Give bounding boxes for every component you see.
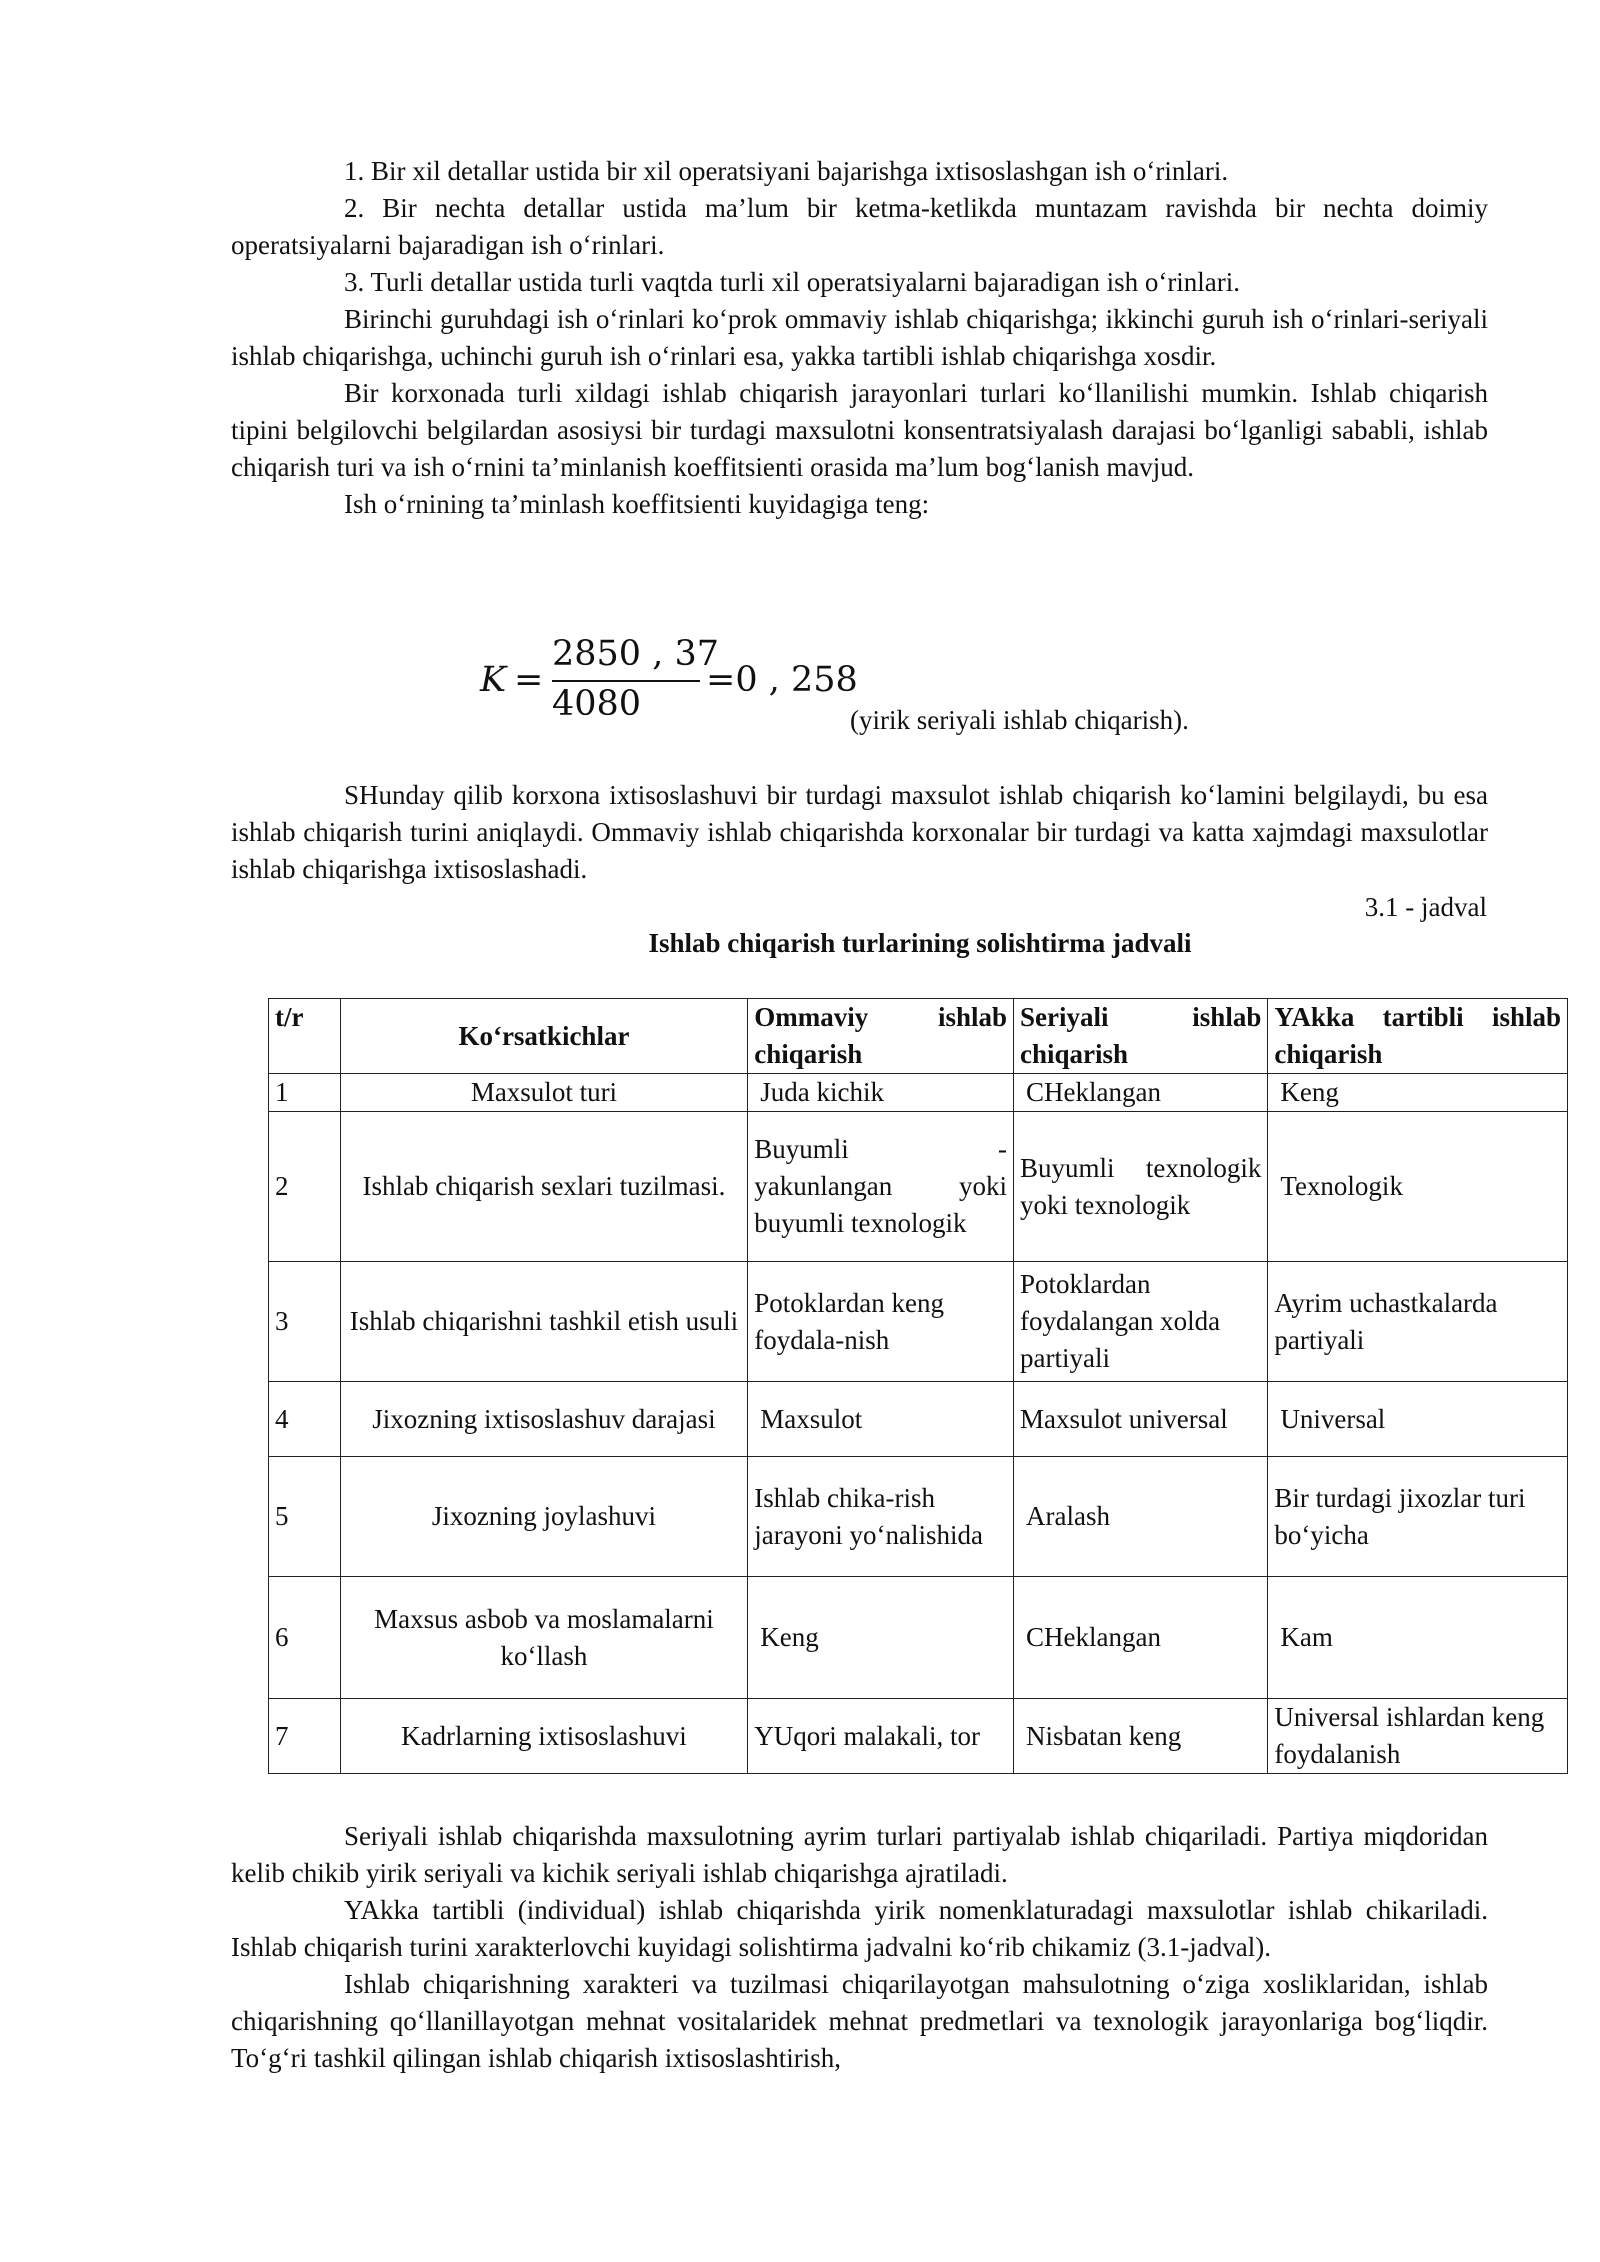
table-row: [269, 1457, 1568, 1577]
middle-text-block: [231, 777, 1488, 888]
paragraph-specialization: SHunday qilib korxona ixtisoslashuvi bir turdagi maxsulot ishlab chiqarish ko‘lamini belgilaydi, bu esa ishlab chiqarish turini aniqlaydi. Ommaviy ishlab chiqarishda korxonalar bir turdagi va katta xajmdagi maxsulotlar ishlab chiqarishga ixtisoslashadi.: [231, 780, 1488, 884]
formula-equals: =: [514, 660, 544, 700]
cell-mass: Maxsulot: [748, 1382, 1014, 1457]
cell-single: Ayrim uchastkalarda partiyali: [1268, 1262, 1568, 1382]
cell-number: 3: [269, 1262, 341, 1382]
cell-single: Texnologik: [1268, 1112, 1568, 1262]
header-number: t/r: [269, 999, 341, 1074]
cell-number: 7: [269, 1699, 341, 1774]
cell-number: 4: [269, 1382, 341, 1457]
table-row: [269, 1577, 1568, 1699]
table-row: [269, 1074, 1568, 1112]
cell-number: 5: [269, 1457, 341, 1577]
top-text-block: [231, 153, 1488, 523]
cell-serial: CHeklangan: [1013, 1074, 1267, 1112]
cell-mass: Buyumli - yakunlangan yoki buyumli texnologik: [748, 1112, 1014, 1262]
fraction-bar: [552, 680, 700, 682]
cell-serial: Buyumli texnologik yoki texnologik: [1013, 1112, 1267, 1262]
cell-mass: Ishlab chika-rish jarayoni yo‘nalishida: [748, 1457, 1014, 1577]
cell-mass: Keng: [748, 1577, 1014, 1699]
paragraph-coefficient-intro: Ish o‘rnining ta’minlash koeffitsienti kuyidagiga teng:: [344, 489, 930, 519]
cell-number: 2: [269, 1112, 341, 1262]
header-single: YAkka tartibli ishlab chiqarish: [1268, 999, 1568, 1074]
paragraph-character: Ishlab chiqarishning xarakteri va tuzilmasi chiqarilayotgan mahsulotning o‘ziga xosliklaridan, ishlab chiqarishning qo‘llanillayotgan mehnat vositalaridek mehnat predmetlari va texnologik jarayonlariga bog‘liqdir. To‘g‘ri tashkil qilingan ishlab chiqarish ixtisoslashtirish,: [231, 1969, 1488, 2073]
table-label: 3.1 - jadval: [1364, 892, 1487, 922]
cell-indicator: Ishlab chiqarishni tashkil etish usuli: [340, 1262, 748, 1382]
cell-serial: Aralash: [1013, 1457, 1267, 1577]
header-mass: Ommaviy ishlab chiqarish: [748, 999, 1014, 1074]
table-row: [269, 1262, 1568, 1382]
list-item-3: 3. Turli detallar ustida turli vaqtda turli xil operatsiyalarni bajaradigan ish o‘rinlari.: [344, 267, 1241, 297]
paragraph-production-types: Bir korxonada turli xildagi ishlab chiqarish jarayonlari turlari ko‘llanilishi mumkin. Ishlab chiqarish tipini belgilovchi belgilardan asosiysi bir turdagi maxsulotni konsentratsiyalash darajasi bo‘lganligi sababli, ishlab chiqarish turi va ish o‘rnini ta’minlanish koeffitsienti orasida ma’lum bog‘lanish mavjud.: [231, 378, 1488, 482]
formula-note: (yirik seriyali ishlab chiqarish).: [850, 705, 1189, 735]
comparison-table: [268, 998, 1568, 1774]
cell-single: Bir turdagi jixozlar turi bo‘yicha: [1268, 1457, 1568, 1577]
list-item-1: 1. Bir xil detallar ustida bir xil operatsiyani bajarishga ixtisoslashgan ish o‘rinlari.: [344, 156, 1229, 186]
header-indicators: Ko‘rsatkichlar: [340, 999, 748, 1074]
formula-denominator: 4080: [552, 684, 642, 724]
cell-single: Keng: [1268, 1074, 1568, 1112]
cell-number: 1: [269, 1074, 341, 1112]
formula-variable: K: [480, 660, 507, 700]
paragraph-groups: Birinchi guruhdagi ish o‘rinlari ko‘prok ommaviy ishlab chiqarishga; ikkinchi guruh ish o‘rinlari-seriyali ishlab chiqarishga, uchinchi guruh ish o‘rinlari esa, yakka tartibli ishlab chiqarishga xosdir.: [231, 304, 1488, 371]
table-header-row: [269, 999, 1568, 1074]
cell-indicator: Jixozning joylashuvi: [340, 1457, 748, 1577]
cell-single: Universal ishlardan keng foydalanish: [1268, 1699, 1568, 1774]
formula-numerator: 2850 , 37: [552, 634, 719, 674]
table-row: [269, 1699, 1568, 1774]
cell-serial: Potoklardan foydalangan xolda partiyali: [1013, 1262, 1267, 1382]
coefficient-formula: [480, 632, 1280, 742]
table-row: [269, 1382, 1568, 1457]
cell-indicator: Maxsus asbob va moslamalarni ko‘llash: [340, 1577, 748, 1699]
cell-indicator: Ishlab chiqarish sexlari tuzilmasi.: [340, 1112, 748, 1262]
table-title: Ishlab chiqarish turlarining solishtirma jadvali: [648, 928, 1192, 958]
table-row: [269, 1112, 1568, 1262]
cell-number: 6: [269, 1577, 341, 1699]
header-serial: Seriyali ishlab chiqarish: [1013, 999, 1267, 1074]
cell-serial: Nisbatan keng: [1013, 1699, 1267, 1774]
cell-mass: Juda kichik: [748, 1074, 1014, 1112]
formula-result: =0 , 258: [706, 660, 858, 700]
cell-single: Kam: [1268, 1577, 1568, 1699]
list-item-2: 2. Bir nechta detallar ustida ma’lum bir ketma-ketlikda muntazam ravishda bir nechta doimiy operatsiyalarni bajaradigan ish o‘rinlari.: [231, 193, 1488, 260]
cell-indicator: Jixozning ixtisoslashuv darajasi: [340, 1382, 748, 1457]
cell-mass: Potoklardan keng foydala-nish: [748, 1262, 1014, 1382]
cell-serial: CHeklangan: [1013, 1577, 1267, 1699]
cell-mass: YUqori malakali, tor: [748, 1699, 1014, 1774]
cell-indicator: Maxsulot turi: [340, 1074, 748, 1112]
cell-serial: Maxsulot universal: [1013, 1382, 1267, 1457]
cell-indicator: Kadrlarning ixtisoslashuvi: [340, 1699, 748, 1774]
cell-single: Universal: [1268, 1382, 1568, 1457]
paragraph-single: YAkka tartibli (individual) ishlab chiqarishda yirik nomenklaturadagi maxsulotlar ishlab chikariladi. Ishlab chiqarish turini xarakterlovchi kuyidagi solishtirma jadvalni ko‘rib chikamiz (3.1-jadval).: [231, 1895, 1488, 1962]
bottom-text-block: [231, 1818, 1488, 2077]
paragraph-serial: Seriyali ishlab chiqarishda maxsulotning ayrim turlari partiyalab ishlab chiqariladi. Partiya miqdoridan kelib chikib yirik seriyali va kichik seriyali ishlab chiqarishga ajratiladi.: [231, 1821, 1488, 1888]
